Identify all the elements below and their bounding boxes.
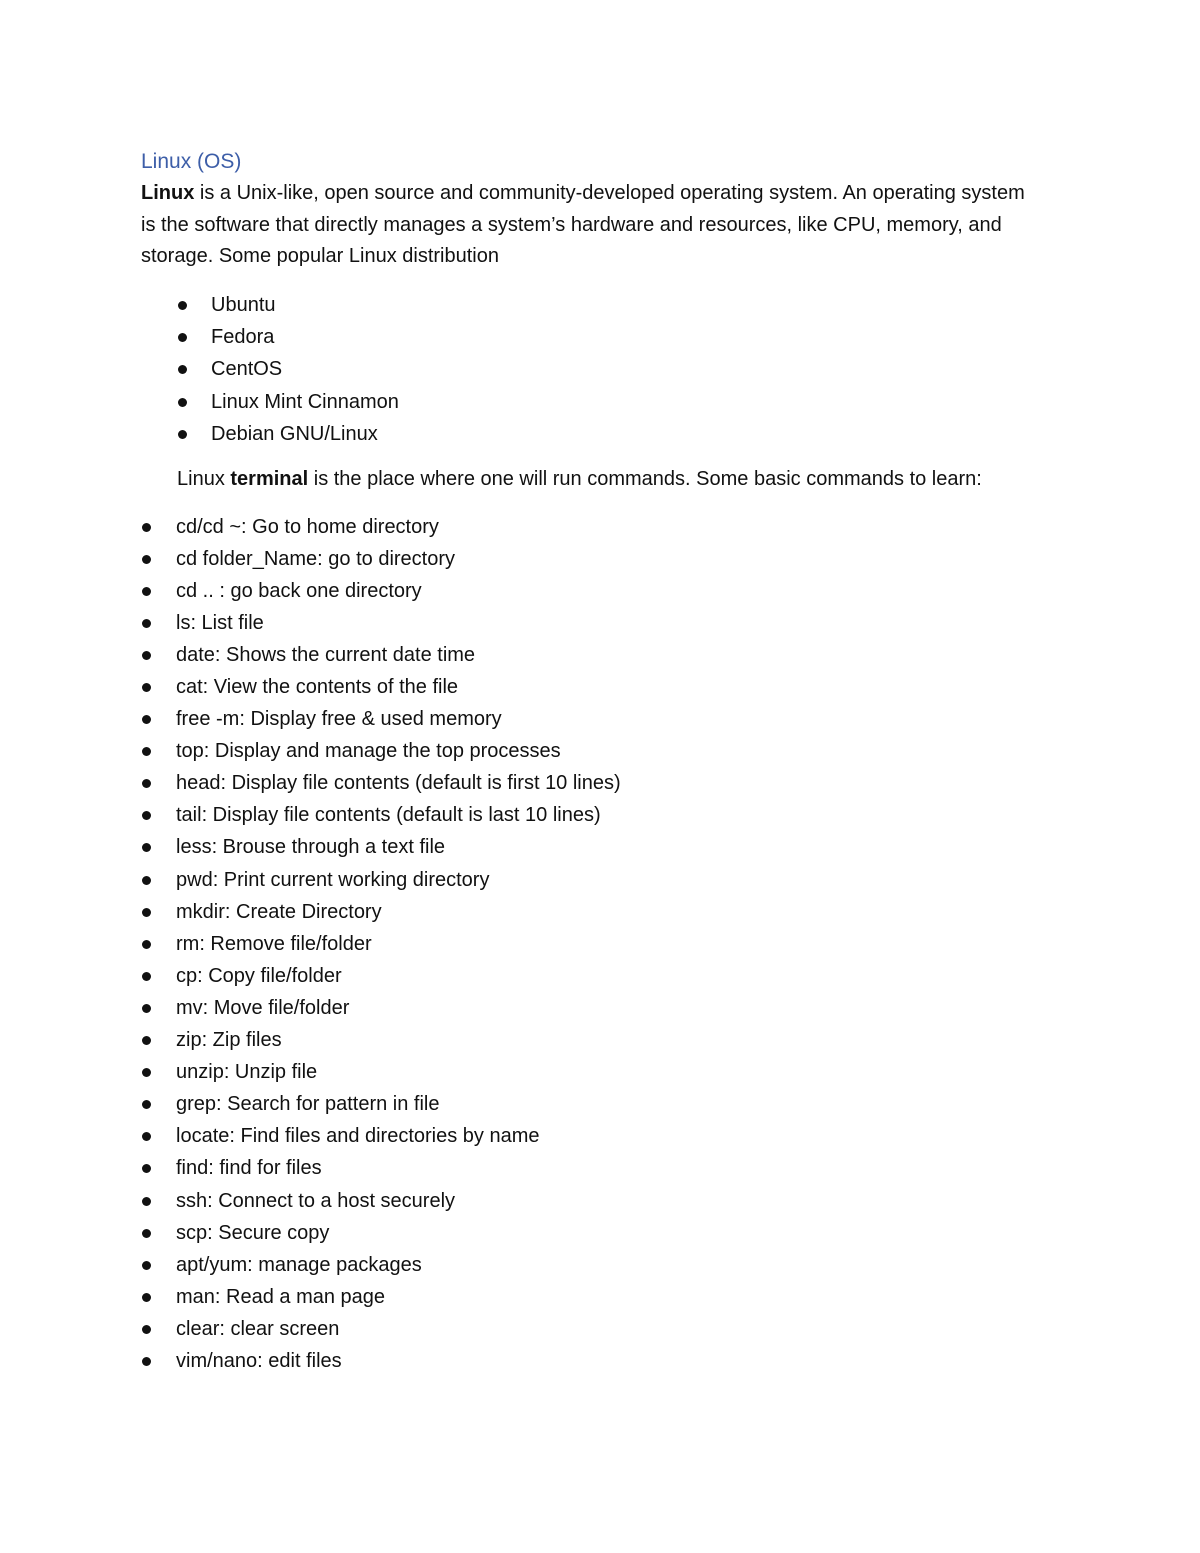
distribution-item-text: Linux Mint Cinnamon: [211, 390, 399, 413]
intro-paragraph: [141, 178, 1031, 273]
command-item-text: man: Read a man page: [176, 1285, 386, 1308]
bullet-icon: [142, 972, 151, 981]
bullet-icon: [142, 779, 151, 788]
bullet-icon: [142, 1293, 151, 1302]
command-item-text: locate: Find files and directories by name: [176, 1125, 540, 1148]
bullet-icon: [142, 908, 151, 917]
command-item: [141, 992, 1041, 1024]
intro-text: is a Unix-like, open source and community-developed operating system. An operating system is the software that directly manages a system’s hardware and resources, like CPU, memory, and storage. Some popular Linux distribution: [141, 182, 1025, 267]
command-item: [141, 1313, 1041, 1345]
command-item-text: ls: List file: [176, 611, 264, 634]
command-item-text: cd folder_Name: go to directory: [176, 547, 456, 570]
command-item-text: unzip: Unzip file: [176, 1061, 318, 1084]
command-item: [141, 735, 1041, 767]
bullet-icon: [142, 1229, 151, 1238]
command-item: [141, 960, 1041, 992]
bullet-icon: [142, 1100, 151, 1109]
bullet-icon: [142, 1132, 151, 1141]
command-item: [141, 1217, 1041, 1249]
distribution-list: [177, 289, 1041, 451]
command-item-text: mkdir: Create Directory: [176, 900, 382, 923]
bullet-icon: [142, 1357, 151, 1366]
terminal-bold-word: terminal: [230, 467, 309, 490]
bullet-icon: [142, 1068, 151, 1077]
command-item: [141, 511, 1041, 543]
document-content: [141, 146, 1041, 1377]
command-item: [141, 607, 1041, 639]
distribution-item: [177, 321, 1041, 353]
bullet-icon: [142, 619, 151, 628]
page-title: Linux (OS): [141, 150, 242, 173]
command-item-text: apt/yum: manage packages: [176, 1253, 422, 1276]
distribution-item: [177, 386, 1041, 418]
command-item: [141, 1024, 1041, 1056]
distribution-item-text: Debian GNU/Linux: [211, 423, 378, 446]
distribution-item: [177, 289, 1041, 321]
bullet-icon: [178, 365, 187, 374]
bullet-icon: [142, 1004, 151, 1013]
command-item: [141, 928, 1041, 960]
command-item: [141, 1120, 1041, 1152]
bullet-icon: [142, 523, 151, 532]
terminal-paragraph: [177, 463, 1041, 495]
bullet-icon: [142, 555, 151, 564]
intro-lead-bold: Linux: [141, 182, 195, 204]
command-item-text: tail: Display file contents (default is last 10 lines): [176, 804, 601, 827]
bullet-icon: [142, 1036, 151, 1045]
command-item-text: pwd: Print current working directory: [176, 868, 490, 891]
bullet-icon: [142, 651, 151, 660]
bullet-icon: [178, 430, 187, 439]
command-item: [141, 575, 1041, 607]
bullet-icon: [178, 301, 187, 310]
command-item: [141, 703, 1041, 735]
command-item: [141, 1185, 1041, 1217]
command-item-text: cat: View the contents of the file: [176, 676, 459, 698]
bullet-icon: [142, 715, 151, 724]
command-item: [141, 1281, 1041, 1313]
command-item-text: find: find for files: [176, 1157, 322, 1180]
terminal-text-after: is the place where one will run commands. Some basic commands to learn:: [308, 467, 982, 490]
bullet-icon: [142, 843, 151, 852]
bullet-icon: [142, 683, 151, 692]
command-item: [141, 896, 1041, 928]
command-item-text: rm: Remove file/folder: [176, 932, 372, 955]
bullet-icon: [142, 1325, 151, 1334]
bullet-icon: [178, 333, 187, 342]
command-item-text: clear: clear screen: [176, 1317, 340, 1340]
command-item-text: zip: Zip files: [176, 1029, 282, 1052]
command-item-text: mv: Move file/folder: [176, 996, 350, 1019]
bullet-icon: [142, 940, 151, 949]
command-item-text: date: Shows the current date time: [176, 643, 476, 666]
command-item-text: vim/nano: edit files: [176, 1349, 342, 1372]
command-item: [141, 1249, 1041, 1281]
command-item: [141, 1088, 1041, 1120]
bullet-icon: [142, 811, 151, 820]
command-item: [141, 1152, 1041, 1184]
command-item: [141, 799, 1041, 831]
command-list: [141, 511, 1041, 1378]
command-item: [141, 1056, 1041, 1088]
terminal-text-before: Linux: [177, 467, 231, 490]
command-item-text: cd .. : go back one directory: [176, 579, 422, 602]
bullet-icon: [142, 1164, 151, 1173]
command-item-text: head: Display file contents (default is first 10 lines): [176, 772, 621, 795]
command-item: [141, 831, 1041, 863]
bullet-icon: [142, 747, 151, 756]
distribution-item: [177, 418, 1041, 450]
command-item: [141, 864, 1041, 896]
command-item-text: scp: Secure copy: [176, 1221, 330, 1244]
command-item: [141, 1345, 1041, 1377]
bullet-icon: [142, 1197, 151, 1206]
bullet-icon: [142, 1261, 151, 1270]
bullet-icon: [142, 587, 151, 596]
bullet-icon: [178, 398, 187, 407]
command-item-text: grep: Search for pattern in file: [176, 1093, 440, 1116]
command-item-text: free -m: Display free & used memory: [176, 708, 502, 731]
bullet-icon: [142, 876, 151, 885]
command-item: [141, 543, 1041, 575]
distribution-item: [177, 353, 1041, 385]
command-item-text: ssh: Connect to a host securely: [176, 1189, 456, 1212]
command-item-text: top: Display and manage the top processes: [176, 740, 561, 763]
distribution-item-text: CentOS: [211, 358, 283, 381]
command-item: [141, 639, 1041, 671]
command-item-text: cp: Copy file/folder: [176, 964, 342, 987]
command-item: [141, 671, 1041, 703]
command-item: [141, 767, 1041, 799]
command-item-text: less: Brouse through a text file: [176, 836, 446, 859]
command-item-text: cd/cd ~: Go to home directory: [176, 515, 439, 538]
distribution-item-text: Fedora: [211, 325, 275, 348]
distribution-item-text: Ubuntu: [211, 293, 276, 316]
